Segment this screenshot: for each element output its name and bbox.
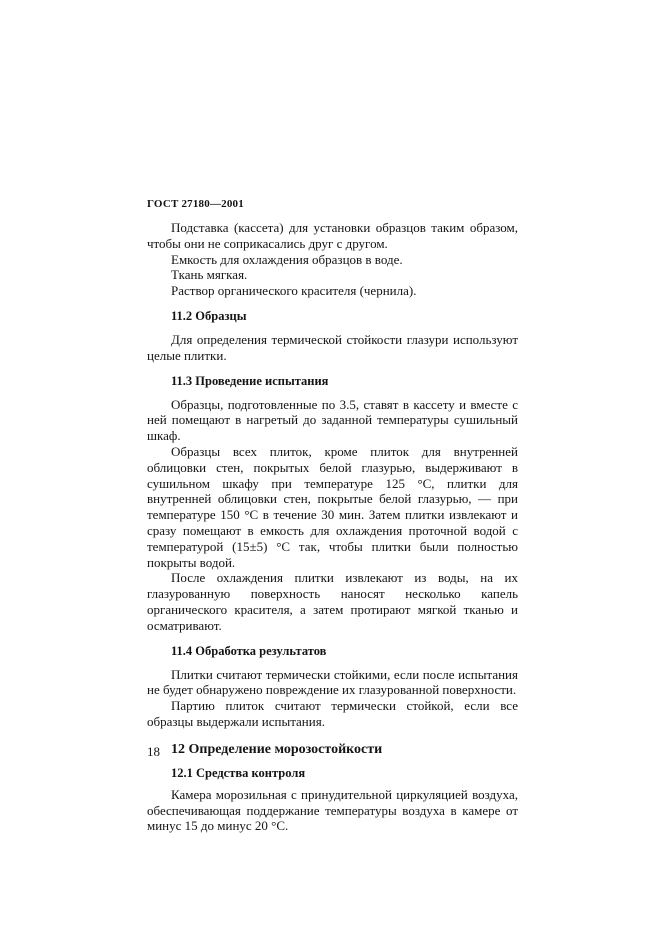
paragraph: Подставка (кассета) для установки образцов таким образом, чтобы они не соприкасались друг с другом. xyxy=(147,220,518,251)
paragraph: Плитки считают термически стойкими, если после испытания не будет обнаружено повреждение их глазурованной поверхности. xyxy=(147,666,518,698)
paragraph: Для определения термической стойкости глазури используют целые плитки. xyxy=(147,331,518,363)
section-heading-11-2: 11.2 Образцы xyxy=(171,308,247,323)
document-body xyxy=(147,220,518,834)
paragraph: Партию плиток считают термически стойкой, если все образцы выдержали испытания. xyxy=(147,698,518,729)
section-heading-12-1: 12.1 Средства контроля xyxy=(171,765,306,780)
paragraph: После охлаждения плитки извлекают из воды, на их глазурованную поверхность наносят несколько капель органического красителя, а затем протирают мягкой тканью и осматривают. xyxy=(147,570,518,633)
chapter-heading-12: 12 Определение морозостойкости xyxy=(171,741,383,757)
paragraph: Образцы всех плиток, кроме плиток для внутренней облицовки стен, покрытых белой глазурью, выдерживают в сушильном шкафу при температуре 125 °С, плитки для внутренней облицовки стен, покрытые белой глазурью, — при температуре 150 °С в течение 30 мин. Затем плитки извлекают и сразу помещают в емкость для охлаждения проточной водой с температурой (15±5) °С так, чтобы плитки были полностью покрыты водой. xyxy=(147,443,518,570)
paragraph: Камера морозильная с принудительной циркуляцией воздуха, обеспечивающая поддержание температуры воздуха в камере от минус 15 до минус 20 °С. xyxy=(147,786,518,834)
page-number: 18 xyxy=(147,744,160,759)
document-header: ГОСТ 27180—2001 xyxy=(147,198,244,210)
paragraph: Емкость для охлаждения образцов в воде. xyxy=(171,251,403,267)
section-heading-11-3: 11.3 Проведение испытания xyxy=(171,373,329,388)
paragraph: Раствор органического красителя (чернила). xyxy=(171,283,417,299)
paragraph: Ткань мягкая. xyxy=(171,267,248,283)
section-heading-11-4: 11.4 Обработка результатов xyxy=(171,643,327,658)
paragraph: Образцы, подготовленные по 3.5, ставят в кассету и вместе с ней помещают в нагретый до заданной температуры сушильный шкаф. xyxy=(147,396,518,444)
